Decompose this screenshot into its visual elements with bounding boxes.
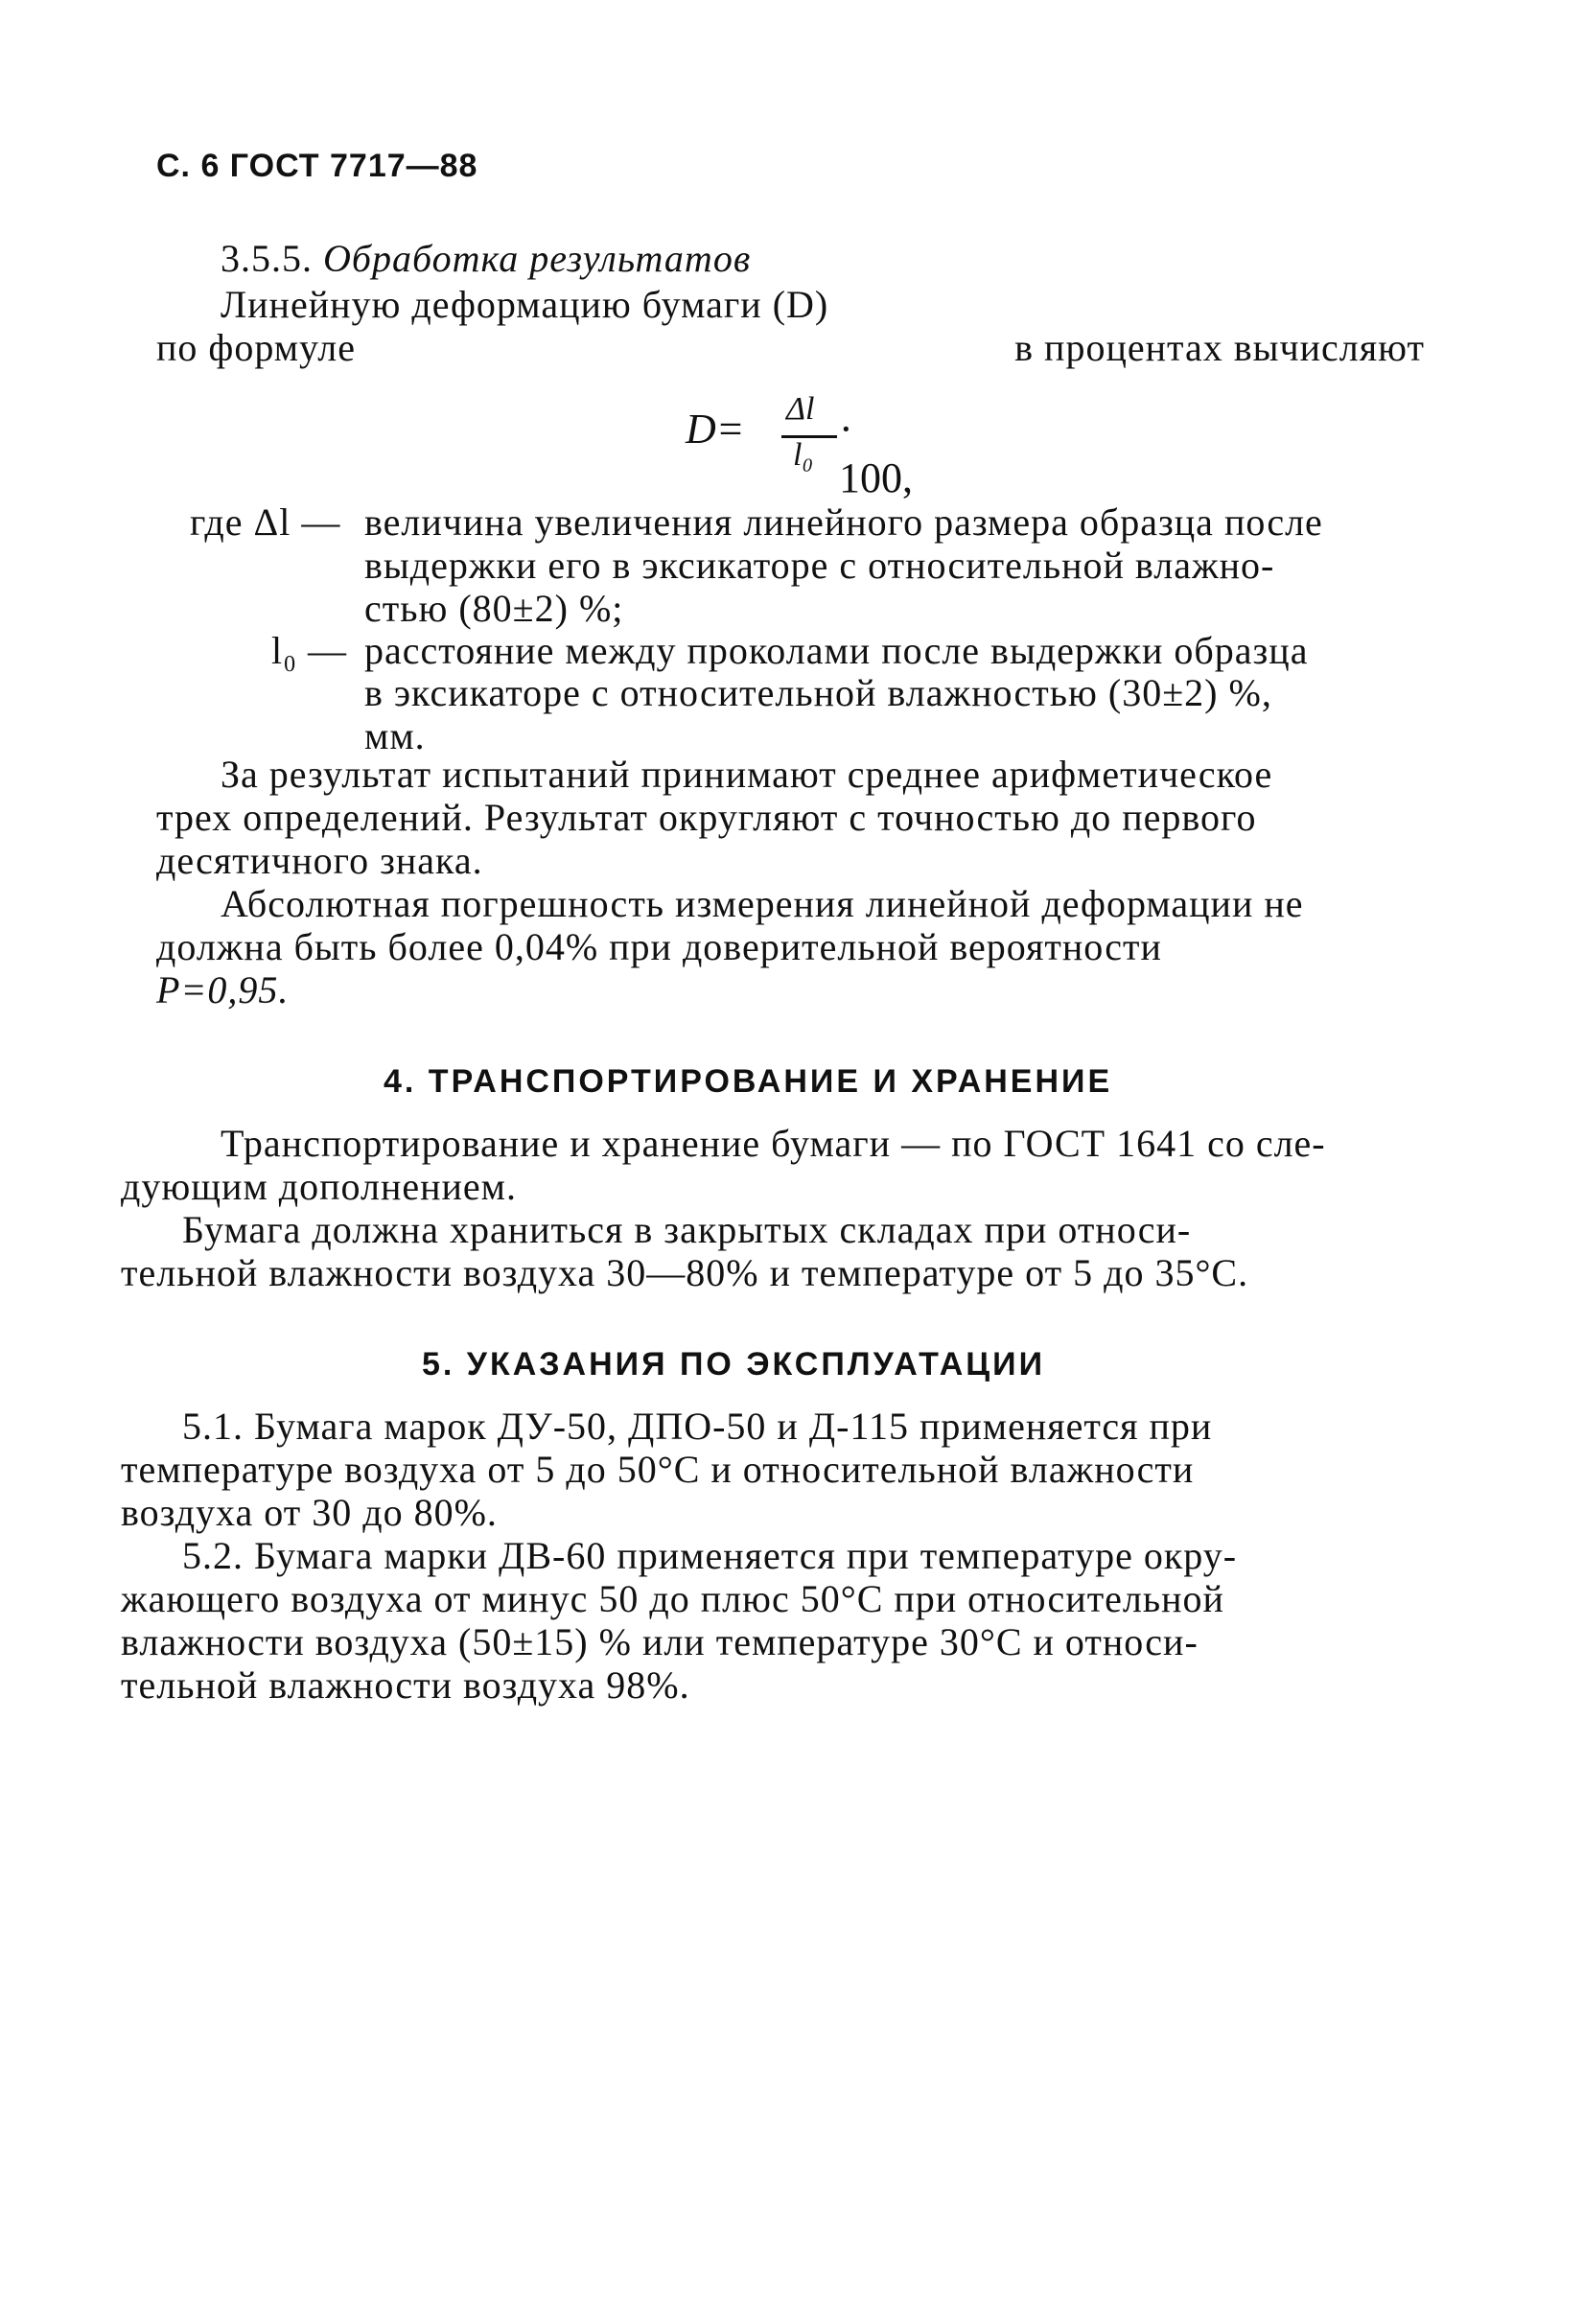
definition-line: выдержки его в эксикаторе с относительной влажно- (364, 544, 1275, 587)
paragraph-line: влажности воздуха (50±15) % или температуре 30°С и относи- (121, 1620, 1199, 1663)
paragraph-line: тельной влажности воздуха 98%. (121, 1663, 690, 1707)
paragraph-line: Транспортирование и хранение бумаги — по ГОСТ 1641 со сле- (221, 1122, 1326, 1165)
definition-line: расстояние между проколами после выдержки образца (364, 629, 1309, 672)
section-number: 3.5.5. (221, 237, 313, 280)
paragraph-line: температуре воздуха от 5 до 50°С и относительной влажности (121, 1448, 1195, 1491)
paragraph-line: 5.2. Бумага марки ДВ-60 применяется при температуре окру- (182, 1534, 1238, 1577)
paragraph-line: Бумага должна храниться в закрытых складах при относи- (182, 1208, 1192, 1251)
formula-numerator: Δl (786, 391, 815, 427)
paragraph-line: воздуха от 30 до 80%. (121, 1491, 498, 1534)
definition-line: мм. (364, 714, 426, 757)
formula-lhs: D= (686, 406, 745, 453)
paragraph-line: дующим дополнением. (121, 1165, 517, 1208)
paragraph-text: 5.1. Бумага марок ДУ-50, ДПО-50 и Д-115 применяется при (182, 1405, 1213, 1448)
paragraph-line: по формуле (156, 326, 356, 369)
paragraph-line: должна быть более 0,04% при доверительной вероятности (156, 925, 1162, 968)
paragraph-line: тельной влажности воздуха 30—80% и температуре от 5 до 35°С. (121, 1251, 1249, 1294)
definition-line: стью (80±2) %; (364, 587, 624, 630)
paragraph-line: P=0,95. (156, 968, 290, 1011)
section-3-5-5-heading (221, 237, 751, 281)
paragraph-line: в процентах вычисляют (1014, 326, 1425, 369)
paragraph-line: Линейную деформацию бумаги (D) (221, 283, 829, 326)
definition-label: где Δl — (190, 500, 341, 544)
paragraph-line: Абсолютная погрешность измерения линейной деформации не (221, 882, 1304, 925)
paragraph-line: трех определений. Результат округляют с точностью до первого (156, 796, 1257, 839)
section-title: Обработка результатов (323, 237, 752, 280)
paragraph-line: десятичного знака. (156, 839, 483, 882)
paragraph-line (182, 1405, 1212, 1449)
paragraph-line: За результат испытаний принимают среднее арифметическое (221, 753, 1273, 796)
formula-denominator: l₀ (793, 437, 814, 473)
section-5-title: 5. УКАЗАНИЯ ПО ЭКСПЛУАТАЦИИ (422, 1346, 1046, 1383)
page-header: С. 6 ГОСТ 7717—88 (156, 148, 478, 184)
definition-label: l₀ — (271, 629, 348, 672)
definition-line: в эксикаторе с относительной влажностью (30±2) %, (364, 671, 1272, 714)
formula (686, 391, 935, 501)
definition-line: величина увеличения линейного размера образца после (364, 500, 1323, 544)
paragraph-line: жающего воздуха от минус 50 до плюс 50°С при относительной (121, 1577, 1224, 1620)
section-4-title: 4. ТРАНСПОРТИРОВАНИЕ И ХРАНЕНИЕ (384, 1063, 1113, 1100)
formula-rest: · 100, (839, 406, 913, 501)
